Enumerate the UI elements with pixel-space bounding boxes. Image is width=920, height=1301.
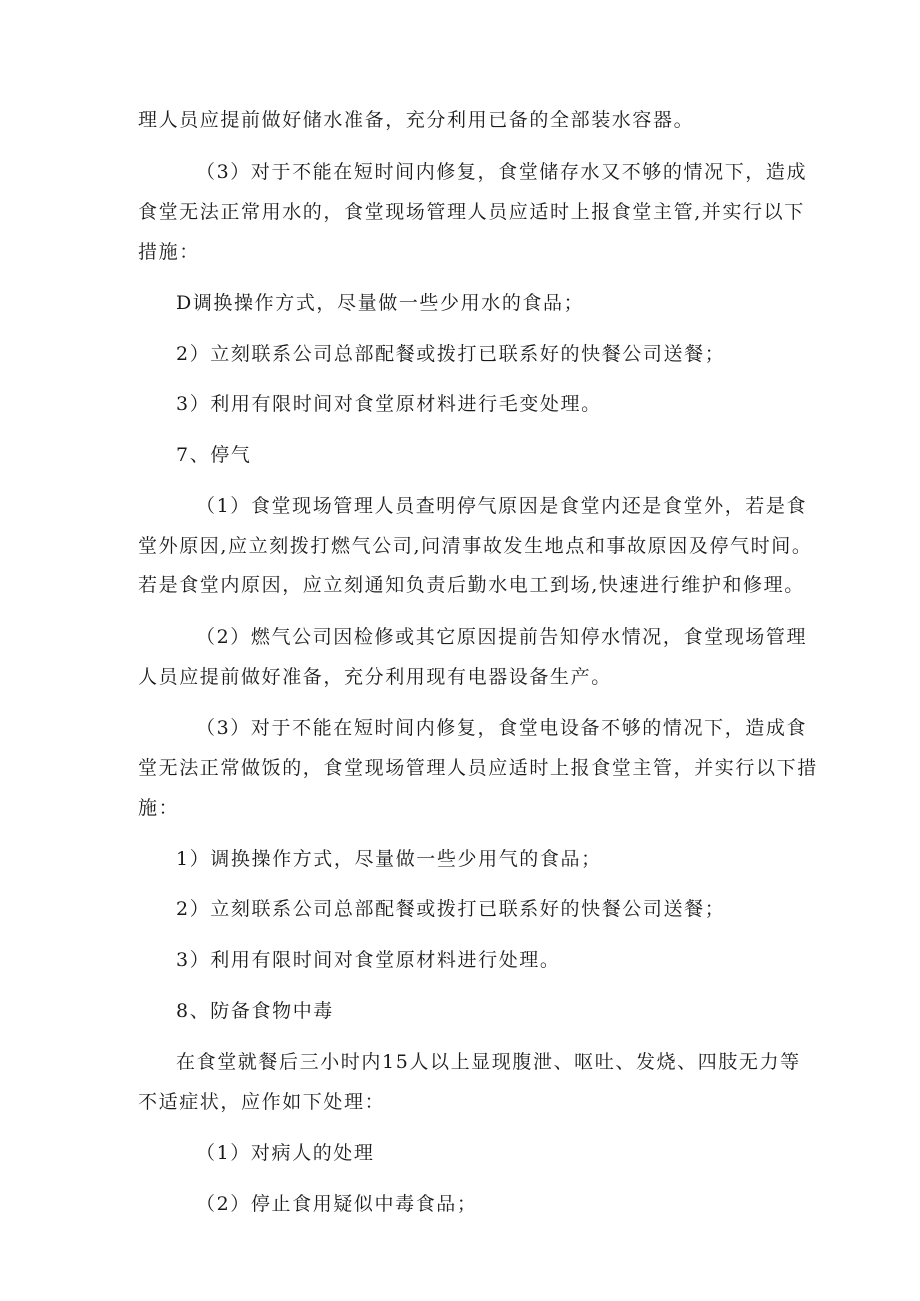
paragraph-line: （3）对于不能在短时间内修复，食堂电设备不够的情况下，造成食: [196, 717, 808, 739]
paragraph-line: 若是食堂内原因，应立刻通知负责后勤水电工到场,快速进行维护和修理。: [138, 574, 805, 596]
paragraph-line: （1）食堂现场管理人员查明停气原因是食堂内还是食堂外，若是食: [196, 495, 808, 517]
paragraph-line: 不适症状，应作如下处理：: [138, 1091, 386, 1113]
paragraph-line: 食堂无法正常用水的，食堂现场管理人员应适时上报食堂主管,并实行以下: [138, 201, 805, 223]
list-item: 2）立刻联系公司总部配餐或拨打已联系好的快餐公司送餐；: [176, 898, 726, 920]
section-heading: 7、停气: [176, 444, 252, 466]
paragraph-line: 在食堂就餐后三小时内15人以上显现腹泄、呕吐、发烧、四肢无力等: [176, 1051, 801, 1073]
paragraph-line: 施：: [138, 797, 180, 819]
paragraph-line: 堂外原因,应立刻拨打燃气公司,问清事故发生地点和事故原因及停气时间。: [138, 535, 813, 557]
paragraph-line: 理人员应提前做好储水准备，充分利用已备的全部装水容器。: [138, 109, 695, 131]
list-item: （2）停止食用疑似中毒食品；: [196, 1193, 478, 1215]
list-item: 3）利用有限时间对食堂原材料进行毛变处理。: [176, 393, 602, 415]
section-heading: 8、防备食物中毒: [176, 1000, 334, 1022]
paragraph-line: （3）对于不能在短时间内修复，食堂储存水又不够的情况下，造成: [196, 161, 808, 183]
paragraph-line: 措施：: [138, 241, 200, 263]
list-item: 3）利用有限时间对食堂原材料进行处理。: [176, 949, 561, 971]
list-item: D调换操作方式，尽量做一些少用水的食品；: [176, 292, 585, 314]
list-item: 2）立刻联系公司总部配餐或拨打已联系好的快餐公司送餐；: [176, 343, 726, 365]
paragraph-line: （2）燃气公司因检修或其它原因提前告知停水情况，食堂现场管理: [196, 626, 808, 648]
list-item: （1）对病人的处理: [196, 1142, 375, 1164]
paragraph-line: 人员应提前做好准备，充分利用现有电器设备生产。: [138, 666, 612, 688]
list-item: 1）调换操作方式，尽量做一些少用气的食品；: [176, 848, 602, 870]
paragraph-line: 堂无法正常做饭的，食堂现场管理人员应适时上报食堂主管，并实行以下措: [138, 757, 818, 779]
